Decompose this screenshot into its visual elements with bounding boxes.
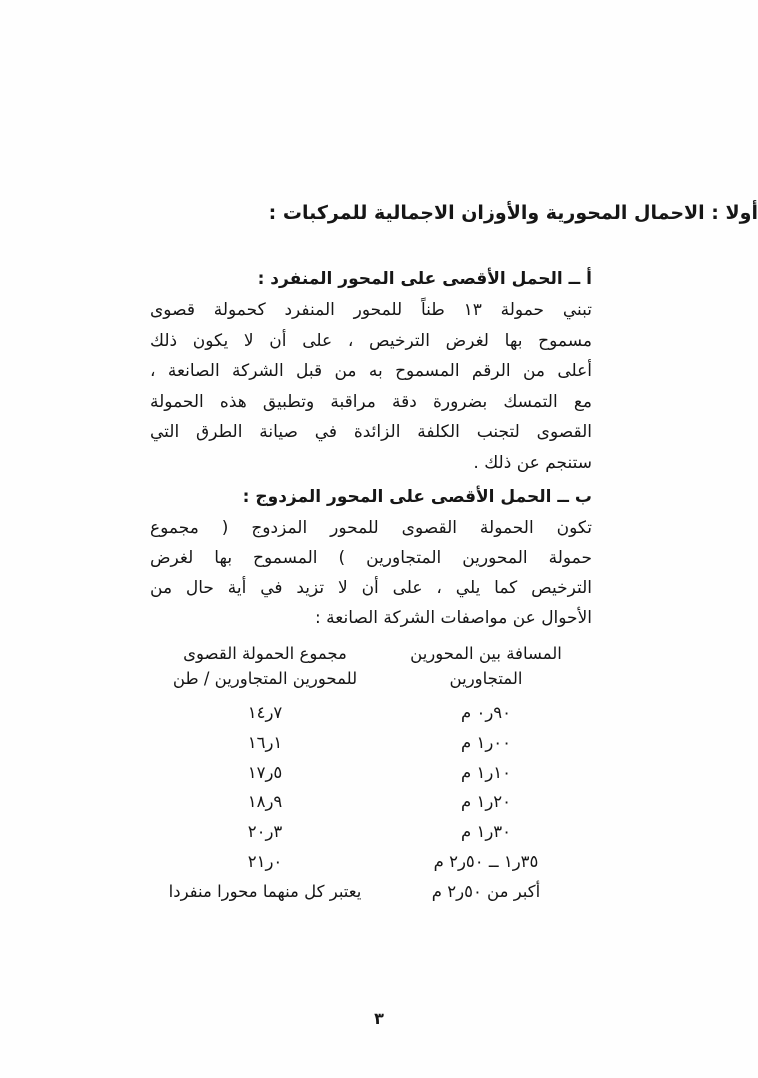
load-cell: يعتبر كل منهما محورا منفردا xyxy=(168,881,362,901)
section-a-heading: أ ــ الحمل الأقصى على المحور المنفرد : xyxy=(257,269,592,289)
section-a-paragraph xyxy=(150,295,592,478)
section-b-heading: ب ــ الحمل الأقصى على المحور المزدوج : xyxy=(242,487,592,507)
paragraph-line: الترخيص كما يلي ، على أن لا تزيد في أية حال من xyxy=(150,578,592,598)
distance-cell: أكبر من ٥٠ر٢ م xyxy=(431,881,541,901)
header-text: مجموع الحمولة القصوى xyxy=(183,644,347,663)
load-cell: ٥ر١٧ xyxy=(247,762,283,782)
page-number: ٣ xyxy=(374,1009,384,1028)
distance-column-header xyxy=(380,641,592,691)
load-cell: ١ر١٦ xyxy=(247,732,283,752)
table-row xyxy=(150,787,592,817)
paragraph-line: أعلى من الرقم المسموح به من قبل الشركة الصانعة ، xyxy=(150,361,592,381)
table-row xyxy=(150,728,592,758)
load-cell: ٩ر١٨ xyxy=(247,792,283,812)
header-text: المتجاورين xyxy=(449,669,523,688)
distance-cell: ٩٠ر٠ م xyxy=(460,703,512,722)
header-text: المسافة بين المحورين xyxy=(410,644,562,663)
paragraph-line: ستنجم عن ذلك . xyxy=(473,452,592,473)
table-row xyxy=(150,847,592,877)
paragraph-line: تكون الحمولة القصوى للمحور المزدوج ( مجموع xyxy=(150,518,592,538)
load-cell: ٧ر١٤ xyxy=(247,703,283,722)
load-column-header xyxy=(150,641,380,691)
load-cell: ٠ر٢١ xyxy=(247,851,283,871)
distance-cell: ٣٠ر١ م xyxy=(460,822,512,842)
paragraph-line: مع التمسك بضرورة دقة مراقبة وتطبيق هذه الحمولة xyxy=(150,391,592,412)
header-text: للمحورين المتجاورين / طن xyxy=(172,669,358,688)
table-row xyxy=(150,698,592,728)
distance-cell: ١٠ر١ م xyxy=(460,762,512,782)
page-title: أولا : الاحمال المحورية والأوزان الاجمالية للمركبات : xyxy=(268,202,758,224)
table-row xyxy=(150,817,592,847)
table-header-row xyxy=(150,641,592,698)
distance-cell: ٠٠ر١ م xyxy=(460,732,512,752)
paragraph-line: القصوى لتجنب الكلفة الزائدة في صيانة الطرق التي xyxy=(150,422,592,442)
paragraph-line: حمولة المحورين المتجاورين ) المسموح بها لغرض xyxy=(150,548,592,568)
axle-load-table xyxy=(150,641,592,907)
paragraph-line: الأحوال عن مواصفات الشركة الصانعة : xyxy=(315,608,592,628)
distance-cell: ٢٠ر١ م xyxy=(460,792,512,812)
section-b-paragraph xyxy=(150,513,592,633)
table-row xyxy=(150,877,592,907)
load-cell: ٣ر٢٠ xyxy=(247,822,283,842)
distance-cell: ٣٥ر١ ــ ٥٠ر٢ م xyxy=(433,851,539,871)
table-row xyxy=(150,758,592,788)
paragraph-line: تبني حمولة ١٣ طناً للمحور المنفرد كحمولة قصوى xyxy=(150,300,592,320)
paragraph-line: مسموح بها لغرض الترخيص ، على أن لا يكون ذلك xyxy=(150,330,592,351)
